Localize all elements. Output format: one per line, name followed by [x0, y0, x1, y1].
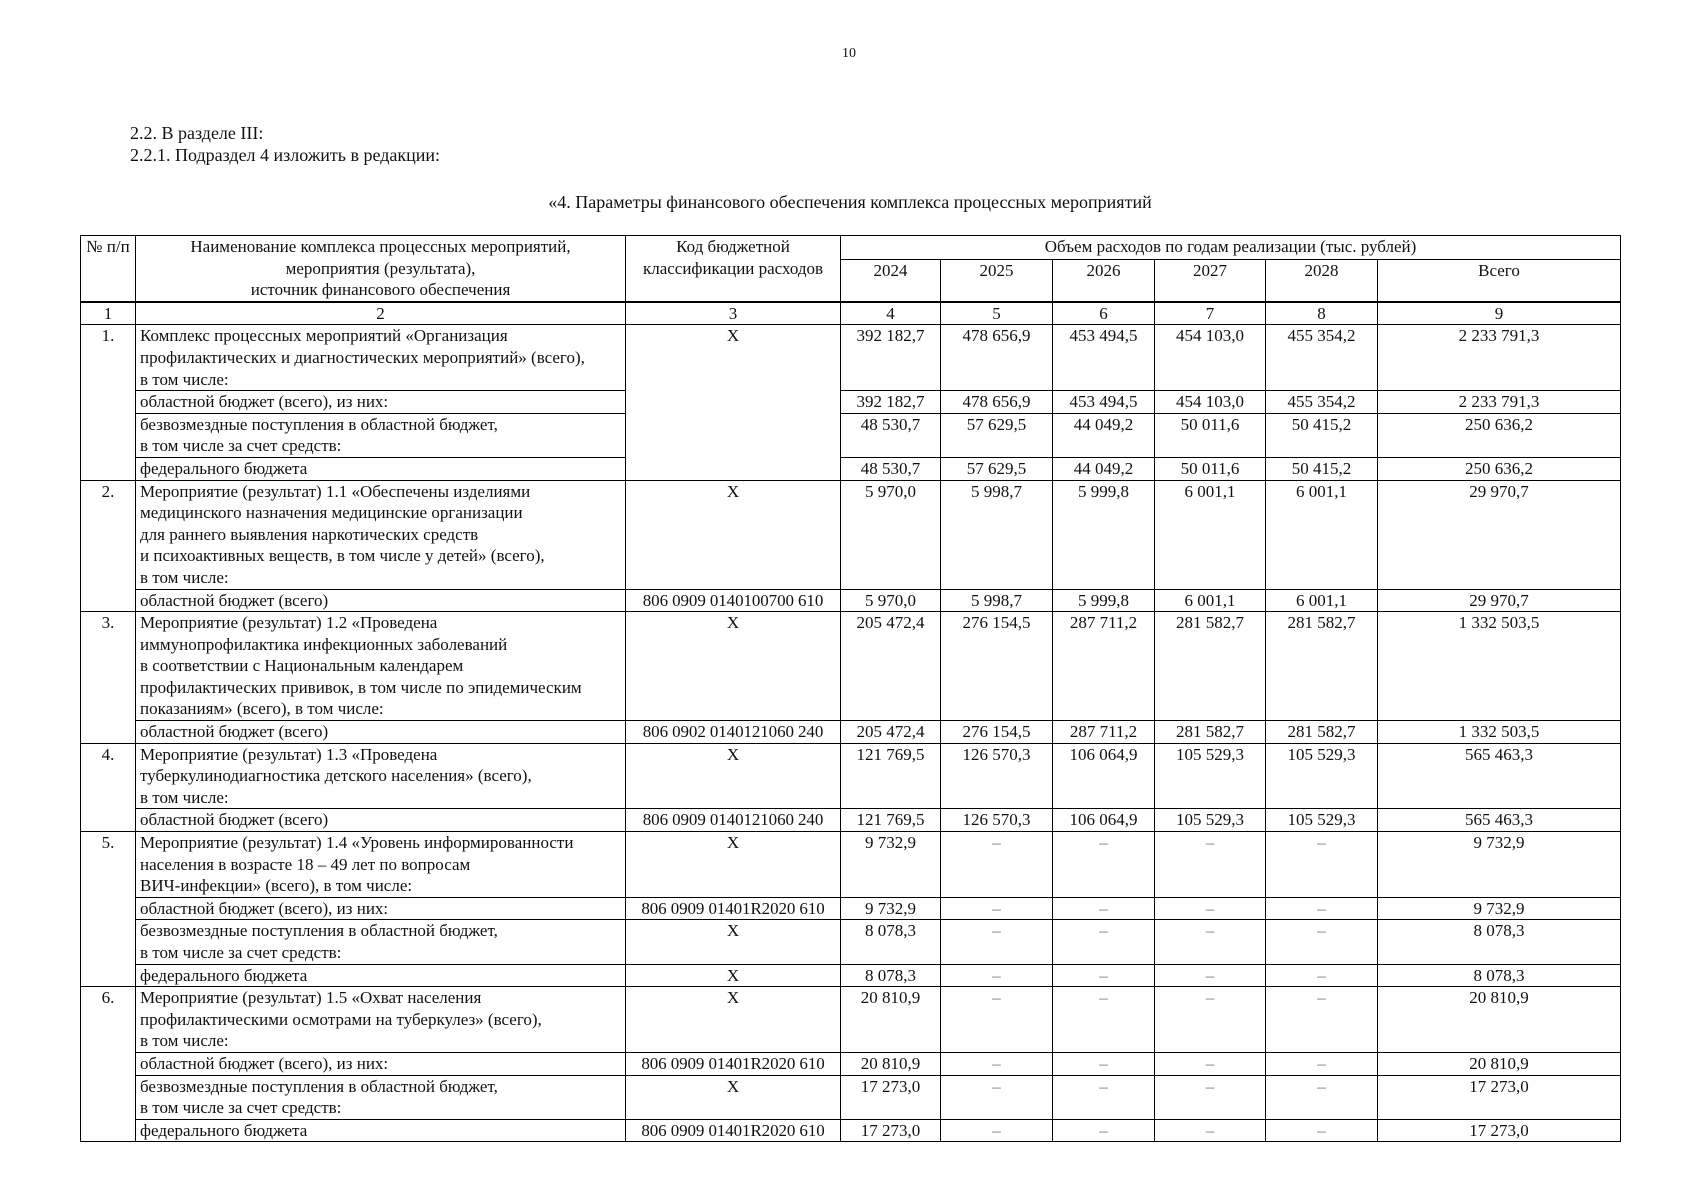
value-2027: 105 529,3	[1155, 743, 1266, 809]
row-number: 4.	[81, 743, 136, 831]
value-2028: –	[1266, 920, 1378, 964]
value-2024: 121 769,5	[841, 743, 941, 809]
value-2024: 205 472,4	[841, 612, 941, 721]
value-2027: 105 529,3	[1155, 809, 1266, 832]
value-2028: 281 582,7	[1266, 612, 1378, 721]
value-2027: –	[1155, 1119, 1266, 1142]
row-name-line: федерального бюджета	[140, 1120, 308, 1140]
row-name-line: в том числе за счет средств:	[140, 1098, 342, 1118]
budget-code: Х	[626, 964, 841, 987]
table-row	[81, 964, 1621, 987]
row-name	[136, 1119, 626, 1142]
value-2026: –	[1053, 1052, 1155, 1075]
header-name-line: мероприятия (результата),	[285, 258, 476, 278]
table-body	[81, 302, 1621, 1142]
budget-code: 806 0909 0140100700 610	[626, 589, 841, 612]
value-2024: 392 182,7	[841, 325, 941, 391]
value-2026: 453 494,5	[1053, 325, 1155, 391]
value-2025: 276 154,5	[941, 721, 1053, 744]
value-2027: –	[1155, 832, 1266, 898]
row-name	[136, 743, 626, 809]
value-2024: 8 078,3	[841, 920, 941, 964]
row-name-line: областной бюджет (всего)	[140, 590, 329, 610]
value-2026: 287 711,2	[1053, 721, 1155, 744]
row-name	[136, 964, 626, 987]
value-2027: 6 001,1	[1155, 480, 1266, 589]
table-row	[81, 413, 1621, 457]
row-name-line: Мероприятие (результат) 1.1 «Обеспечены изделиями	[140, 481, 531, 501]
column-number: 1	[81, 302, 136, 325]
row-name-line: ВИЧ-инфекции» (всего), в том числе:	[140, 876, 413, 896]
row-name-line: туберкулинодиагностика детского населения» (всего),	[140, 766, 532, 786]
table-row	[81, 1075, 1621, 1119]
value-2027: 50 011,6	[1155, 413, 1266, 457]
page-number: 10	[842, 46, 856, 61]
value-2025: 478 656,9	[941, 325, 1053, 391]
column-number: 3	[626, 302, 841, 325]
value-2024: 392 182,7	[841, 391, 941, 414]
value-2028: –	[1266, 832, 1378, 898]
budget-code: 806 0902 0140121060 240	[626, 721, 841, 744]
value-2027: 281 582,7	[1155, 721, 1266, 744]
value-2025: –	[941, 1119, 1053, 1142]
value-2028: 6 001,1	[1266, 589, 1378, 612]
value-2026: 5 999,8	[1053, 589, 1155, 612]
header-volume: Объем расходов по годам реализации (тыс. рублей)	[841, 236, 1621, 260]
value-2027: 281 582,7	[1155, 612, 1266, 721]
header-year-2027: 2027	[1155, 260, 1266, 302]
value-2025: 126 570,3	[941, 809, 1053, 832]
header-num: № п/п	[81, 236, 136, 302]
value-total: 8 078,3	[1378, 964, 1621, 987]
row-name-line: в том числе за счет средств:	[140, 436, 342, 456]
row-name-line: областной бюджет (всего)	[140, 722, 329, 742]
row-name-line: Мероприятие (результат) 1.3 «Проведена	[140, 744, 438, 764]
value-2028: 50 415,2	[1266, 413, 1378, 457]
budget-code: Х	[626, 1075, 841, 1119]
row-name-line: медицинского назначения медицинские организации	[140, 503, 523, 523]
row-name-line: в том числе за счет средств:	[140, 943, 342, 962]
row-name	[136, 457, 626, 480]
budget-code: 806 0909 01401R2020 610	[626, 1119, 841, 1142]
row-name-line: для раннего выявления наркотических средств	[140, 524, 479, 544]
value-2025: 5 998,7	[941, 589, 1053, 612]
table-row	[81, 721, 1621, 744]
budget-code: Х	[626, 832, 841, 898]
row-name	[136, 920, 626, 964]
value-2025: –	[941, 987, 1053, 1053]
value-2028: –	[1266, 897, 1378, 920]
value-2025: –	[941, 964, 1053, 987]
value-2026: –	[1053, 1075, 1155, 1119]
value-total: 250 636,2	[1378, 457, 1621, 480]
value-total: 17 273,0	[1378, 1075, 1621, 1119]
value-total: 2 233 791,3	[1378, 325, 1621, 391]
value-2024: 8 078,3	[841, 964, 941, 987]
intro-line-section: 2.2. В разделе III:	[130, 123, 264, 143]
row-name-line: Мероприятие (результат) 1.4 «Уровень информированности	[140, 833, 574, 853]
value-total: 20 810,9	[1378, 1052, 1621, 1075]
value-2024: 17 273,0	[841, 1075, 941, 1119]
value-2028: –	[1266, 1052, 1378, 1075]
column-number: 2	[136, 302, 626, 325]
value-2026: –	[1053, 832, 1155, 898]
value-2028: –	[1266, 964, 1378, 987]
value-total: 1 332 503,5	[1378, 721, 1621, 744]
header-name-line: источник финансового обеспечения	[250, 280, 511, 300]
value-2027: –	[1155, 920, 1266, 964]
header-name	[136, 236, 626, 302]
value-2024: 20 810,9	[841, 987, 941, 1053]
row-name	[136, 413, 626, 457]
row-number: 3.	[81, 612, 136, 744]
value-total: 29 970,7	[1378, 480, 1621, 589]
row-number: 2.	[81, 480, 136, 612]
value-2025: –	[941, 1052, 1053, 1075]
header-code-line: классификации расходов	[642, 258, 824, 278]
financing-table	[80, 235, 1621, 1142]
row-name-line: Мероприятие (результат) 1.5 «Охват населения	[140, 988, 482, 1008]
table-row	[81, 987, 1621, 1053]
value-2026: 106 064,9	[1053, 809, 1155, 832]
table-row	[81, 897, 1621, 920]
value-2024: 205 472,4	[841, 721, 941, 744]
row-name	[136, 1075, 626, 1119]
intro-text	[130, 122, 440, 166]
table-row	[81, 1052, 1621, 1075]
row-number: 1.	[81, 325, 136, 480]
header-year-2024: 2024	[841, 260, 941, 302]
column-number: 9	[1378, 302, 1621, 325]
table-row	[81, 325, 1621, 391]
value-2025: –	[941, 897, 1053, 920]
value-2024: 121 769,5	[841, 809, 941, 832]
row-name	[136, 589, 626, 612]
value-2028: 6 001,1	[1266, 480, 1378, 589]
value-2026: 453 494,5	[1053, 391, 1155, 414]
table-row	[81, 832, 1621, 898]
row-name-line: в соответствии с Национальным календарем	[140, 656, 464, 676]
row-name-line: безвозмездные поступления в областной бюджет,	[140, 414, 498, 434]
row-name-line: и психоактивных веществ, в том числе у детей» (всего),	[140, 546, 545, 566]
budget-code: Х	[626, 612, 841, 721]
row-name	[136, 832, 626, 898]
value-2027: –	[1155, 964, 1266, 987]
row-name-line: Мероприятие (результат) 1.2 «Проведена	[140, 613, 438, 633]
row-name-line: профилактическими осмотрами на туберкулез» (всего),	[140, 1009, 542, 1029]
value-2027: –	[1155, 1075, 1266, 1119]
value-2027: 50 011,6	[1155, 457, 1266, 480]
row-name	[136, 391, 626, 414]
intro-line-subsection: 2.2.1. Подраздел 4 изложить в редакции:	[130, 145, 441, 165]
value-2027: 6 001,1	[1155, 589, 1266, 612]
header-code	[626, 236, 841, 302]
header-year-2025: 2025	[941, 260, 1053, 302]
row-number: 6.	[81, 987, 136, 1142]
value-2025: –	[941, 832, 1053, 898]
row-name-line: областной бюджет (всего), из них:	[140, 898, 389, 918]
table-row	[81, 809, 1621, 832]
value-2025: –	[941, 920, 1053, 964]
value-2027: –	[1155, 897, 1266, 920]
table-header	[81, 236, 1621, 302]
row-name-line: населения в возрасте 18 – 49 лет по вопросам	[140, 854, 471, 874]
row-name-line: в том числе:	[140, 1031, 229, 1051]
budget-code: 806 0909 01401R2020 610	[626, 897, 841, 920]
value-2028: –	[1266, 987, 1378, 1053]
table-row	[81, 612, 1621, 721]
value-2026: 44 049,2	[1053, 457, 1155, 480]
value-2025: 276 154,5	[941, 612, 1053, 721]
row-number: 5.	[81, 832, 136, 987]
table-row	[81, 1119, 1621, 1142]
value-2025: 57 629,5	[941, 457, 1053, 480]
row-name-line: безвозмездные поступления в областной бюджет,	[140, 1076, 498, 1096]
value-2024: 20 810,9	[841, 1052, 941, 1075]
row-name-line: федерального бюджета	[140, 458, 308, 478]
value-total: 29 970,7	[1378, 589, 1621, 612]
value-total: 250 636,2	[1378, 413, 1621, 457]
value-2026: 287 711,2	[1053, 612, 1155, 721]
row-name	[136, 987, 626, 1053]
header-year-2026: 2026	[1053, 260, 1155, 302]
table-row	[81, 920, 1621, 964]
value-2025: –	[941, 1075, 1053, 1119]
value-total: 9 732,9	[1378, 832, 1621, 898]
value-2024: 9 732,9	[841, 897, 941, 920]
row-name-line: в том числе:	[140, 787, 229, 807]
budget-code: Х	[626, 743, 841, 809]
budget-code: Х	[626, 920, 841, 964]
value-2025: 5 998,7	[941, 480, 1053, 589]
value-2028: 281 582,7	[1266, 721, 1378, 744]
value-2026: 5 999,8	[1053, 480, 1155, 589]
row-name-line: федерального бюджета	[140, 965, 308, 985]
header-total: Всего	[1378, 260, 1621, 302]
value-total: 9 732,9	[1378, 897, 1621, 920]
value-2024: 5 970,0	[841, 589, 941, 612]
row-name	[136, 612, 626, 721]
table-row	[81, 391, 1621, 414]
column-number: 8	[1266, 302, 1378, 325]
value-2024: 9 732,9	[841, 832, 941, 898]
budget-code: Х	[626, 480, 841, 589]
row-name-line: в том числе:	[140, 369, 229, 389]
budget-code: Х	[626, 987, 841, 1053]
row-name-line: областной бюджет (всего), из них:	[140, 392, 389, 412]
row-name-line: безвозмездные поступления в областной бюджет,	[140, 921, 498, 941]
table-row	[81, 743, 1621, 809]
header-year-2028: 2028	[1266, 260, 1378, 302]
value-2028: –	[1266, 1119, 1378, 1142]
column-number-row	[81, 302, 1621, 325]
value-2026: –	[1053, 1119, 1155, 1142]
value-2027: –	[1155, 987, 1266, 1053]
value-2027: –	[1155, 1052, 1266, 1075]
value-total: 17 273,0	[1378, 1119, 1621, 1142]
header-code-line: Код бюджетной	[676, 237, 790, 256]
value-2026: 106 064,9	[1053, 743, 1155, 809]
value-2026: –	[1053, 897, 1155, 920]
row-name	[136, 721, 626, 744]
value-2026: –	[1053, 964, 1155, 987]
value-2026: –	[1053, 920, 1155, 964]
value-2024: 48 530,7	[841, 413, 941, 457]
value-2028: 455 354,2	[1266, 391, 1378, 414]
row-name	[136, 480, 626, 589]
budget-code: 806 0909 01401R2020 610	[626, 1052, 841, 1075]
value-2024: 17 273,0	[841, 1119, 941, 1142]
value-2027: 454 103,0	[1155, 391, 1266, 414]
value-total: 565 463,3	[1378, 809, 1621, 832]
table-row	[81, 480, 1621, 589]
value-2027: 454 103,0	[1155, 325, 1266, 391]
value-2026: –	[1053, 987, 1155, 1053]
header-name-line: Наименование комплекса процессных мероприятий,	[190, 237, 571, 256]
column-number: 4	[841, 302, 941, 325]
row-name-line: Комплекс процессных мероприятий «Организация	[140, 326, 508, 346]
row-name-line: иммунопрофилактика инфекционных заболеваний	[140, 634, 508, 654]
value-2025: 57 629,5	[941, 413, 1053, 457]
value-2024: 48 530,7	[841, 457, 941, 480]
value-2028: 455 354,2	[1266, 325, 1378, 391]
column-number: 6	[1053, 302, 1155, 325]
value-2025: 126 570,3	[941, 743, 1053, 809]
column-number: 5	[941, 302, 1053, 325]
value-total: 20 810,9	[1378, 987, 1621, 1053]
row-name	[136, 1052, 626, 1075]
value-total: 1 332 503,5	[1378, 612, 1621, 721]
row-name	[136, 325, 626, 391]
value-2024: 5 970,0	[841, 480, 941, 589]
value-2028: –	[1266, 1075, 1378, 1119]
value-2025: 478 656,9	[941, 391, 1053, 414]
table-row	[81, 457, 1621, 480]
row-name-line: областной бюджет (всего)	[140, 810, 329, 830]
value-2028: 105 529,3	[1266, 743, 1378, 809]
value-total: 8 078,3	[1378, 920, 1621, 964]
value-total: 2 233 791,3	[1378, 391, 1621, 414]
column-number: 7	[1155, 302, 1266, 325]
row-name-line: в том числе:	[140, 567, 229, 587]
value-2028: 50 415,2	[1266, 457, 1378, 480]
row-name-line: показаниям» (всего), в том числе:	[140, 699, 384, 719]
value-2026: 44 049,2	[1053, 413, 1155, 457]
value-total: 565 463,3	[1378, 743, 1621, 809]
row-name	[136, 809, 626, 832]
document-title: «4. Параметры финансового обеспечения комплекса процессных мероприятий	[548, 192, 1152, 212]
row-name-line: профилактических прививок, в том числе по эпидемическим	[140, 677, 582, 697]
budget-code: 806 0909 0140121060 240	[626, 809, 841, 832]
budget-code: Х	[626, 325, 841, 480]
row-name-line: областной бюджет (всего), из них:	[140, 1053, 389, 1073]
row-name	[136, 897, 626, 920]
table-row	[81, 589, 1621, 612]
row-name-line: профилактических и диагностических мероприятий» (всего),	[140, 347, 585, 367]
value-2028: 105 529,3	[1266, 809, 1378, 832]
